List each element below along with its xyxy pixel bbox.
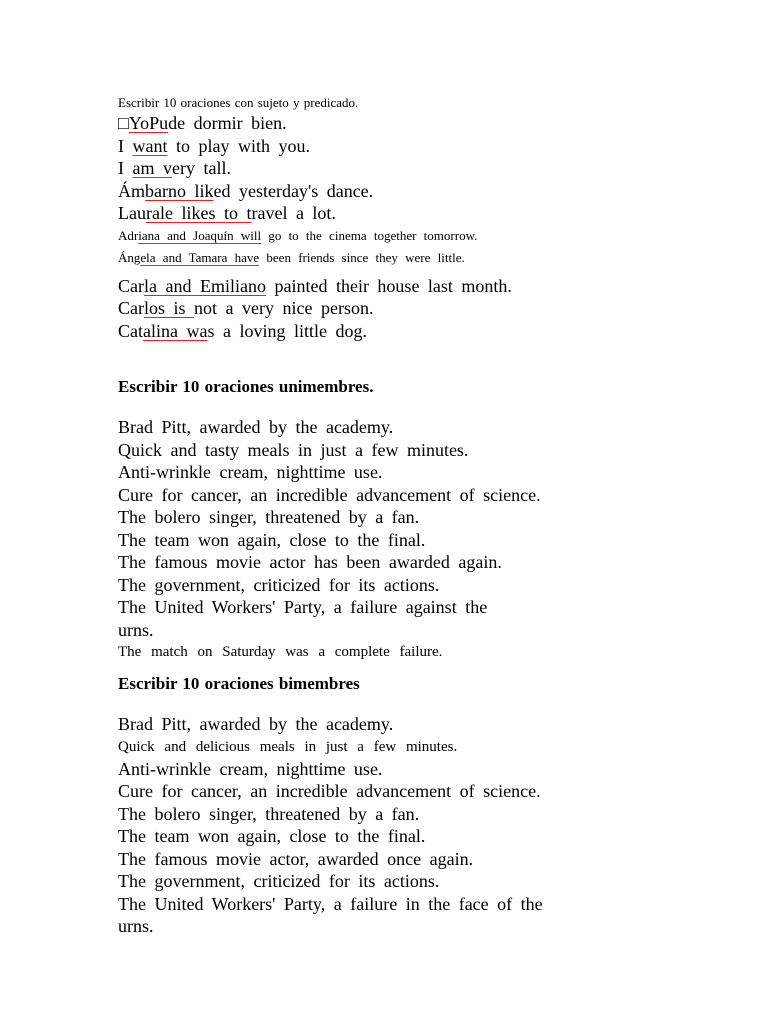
line-text: de dormir bien. (168, 113, 287, 133)
list-item (118, 112, 618, 135)
list-item: The United Workers' Party, a failure against the (118, 597, 488, 617)
line-text: I (118, 135, 133, 156)
underlined-text: am v (132, 158, 172, 178)
line-text: Car (118, 275, 144, 296)
underlined-text: alina wa (143, 320, 208, 341)
section1-title: Escribir 10 oraciones con sujeto y predicado. (118, 95, 359, 110)
list-item: Anti-wrinkle cream, nighttime use. (118, 758, 383, 779)
section2-heading: Escribir 10 oraciones unimembres. (118, 377, 374, 396)
underlined-text: la and Emiliano (144, 275, 266, 296)
line-text: Car (118, 298, 144, 318)
list-item (118, 225, 618, 247)
list-item (118, 180, 618, 203)
section3-heading: Escribir 10 oraciones bimembres (118, 674, 360, 693)
list-item: The bolero singer, threatened by a fan. (118, 803, 420, 824)
list-item: urns. (118, 619, 154, 640)
document-page (118, 94, 618, 938)
underlined-text: YoPu (128, 113, 169, 133)
line-text: ravel a lot. (251, 203, 336, 223)
list-item: urns. (118, 916, 154, 936)
list-item: The team won again, close to the final. (118, 529, 426, 550)
line-text: to play with you. (167, 135, 310, 156)
list-item (118, 275, 618, 298)
line-text: Cat (118, 320, 143, 341)
list-item: The team won again, close to the final. (118, 826, 426, 846)
list-item (118, 297, 618, 320)
line-text: ed yesterday's dance. (213, 180, 374, 201)
underlined-text: barno lik (145, 180, 214, 201)
list-item: The United Workers' Party, a failure in the face of the (118, 893, 543, 914)
missing-glyph-icon: □ (118, 113, 129, 133)
line-text: been friends since they were little. (259, 249, 465, 265)
section3-list (118, 713, 618, 938)
list-item (118, 202, 618, 225)
underlined-text: los is (144, 298, 195, 318)
list-item (118, 320, 618, 343)
list-item: The match on Saturday was a complete failure. (118, 644, 443, 660)
section1-list (118, 112, 618, 342)
list-item: The bolero singer, threatened by a fan. (118, 507, 420, 527)
list-item: The famous movie actor has been awarded again. (118, 552, 502, 572)
list-item: Quick and delicious meals in just a few minutes. (118, 738, 458, 755)
list-item (118, 247, 618, 269)
list-item (118, 157, 618, 180)
list-item: Brad Pitt, awarded by the academy. (118, 417, 394, 437)
list-item (118, 135, 618, 158)
line-text: Lau (118, 203, 146, 223)
line-text: ery tall. (172, 158, 231, 178)
list-item: Brad Pitt, awarded by the academy. (118, 714, 394, 734)
line-text: Áng (118, 249, 141, 265)
underlined-text: want (132, 135, 168, 156)
list-item: The government, criticized for its actions. (118, 871, 440, 891)
list-item: Cure for cancer, an incredible advancement of science. (118, 484, 541, 505)
list-item: The famous movie actor, awarded once again. (118, 848, 474, 869)
line-text: Ám (118, 180, 145, 201)
list-item: Quick and tasty meals in just a few minutes. (118, 439, 469, 460)
line-text: not a very nice person. (194, 298, 374, 318)
underlined-text: iana and Joaquín will (138, 227, 262, 243)
line-text: I (118, 158, 133, 178)
line-text: s a loving little dog. (207, 320, 367, 341)
underlined-text: ela and Tamara have (140, 249, 260, 265)
line-text: go to the cinema together tomorrow. (261, 227, 478, 243)
underlined-text: rale likes to t (145, 203, 252, 223)
line-text: painted their house last month. (265, 275, 512, 296)
line-text: Adr (118, 227, 139, 243)
list-item: The government, criticized for its actions. (118, 574, 440, 595)
list-item: Anti-wrinkle cream, nighttime use. (118, 462, 383, 482)
section2-list (118, 416, 618, 663)
list-item: Cure for cancer, an incredible advancement of science. (118, 781, 541, 801)
